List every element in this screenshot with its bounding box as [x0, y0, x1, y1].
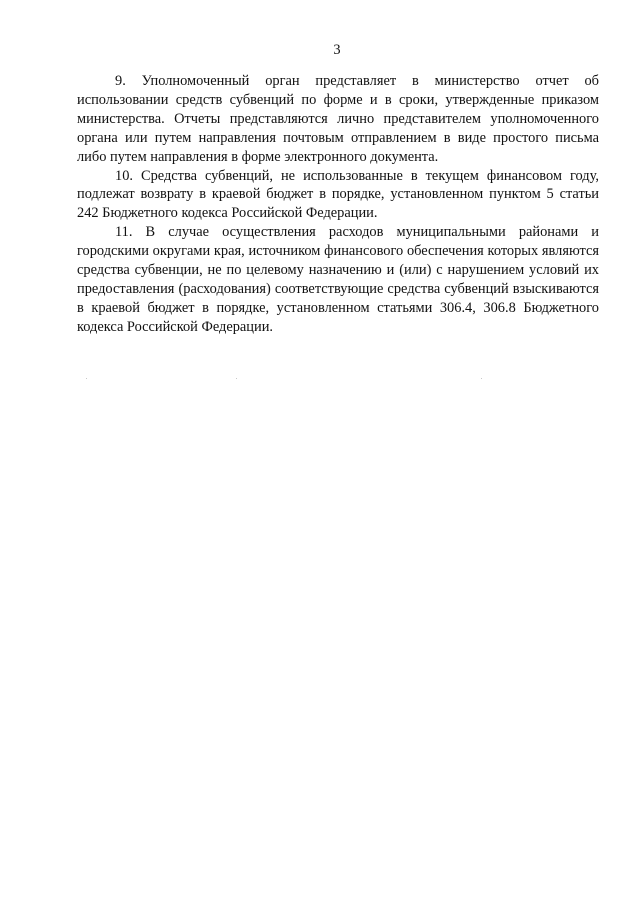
paragraph-11: 11. В случае осуществления расходов муниципальными районами и городскими округами края, источником финансового обеспечения которых являются средства субвенции, не по целевому назначению и (или) с нарушением условий их предоставления (расходования) соответствующие средства субвенций взыскиваются в краевой бюджет в порядке, установленном статьями 306.4, 306.8 Бюджетного кодекса Российской Федерации. [77, 224, 599, 335]
paragraph-10: 10. Средства субвенций, не использованные в текущем финансовом году, подлежат возврату в краевой бюджет в порядке, установленном пунктом 5 статьи 242 Бюджетного кодекса Российской Федерации. [77, 167, 599, 222]
faint-scan-mark [236, 378, 237, 379]
paragraph-9: 9. Уполномоченный орган представляет в министерство отчет об использовании средств субвенций по форме и в сроки, утвержденные приказом министерства. Отчеты представляются лично представителем уполномоченного органа или путем направления почтовым отправлением в виде простого письма либо путем направления в форме электронного документа. [77, 73, 599, 165]
faint-scan-mark [481, 378, 482, 379]
faint-scan-mark [86, 378, 87, 379]
page-number: 3 [333, 42, 341, 58]
document-body [77, 72, 599, 337]
